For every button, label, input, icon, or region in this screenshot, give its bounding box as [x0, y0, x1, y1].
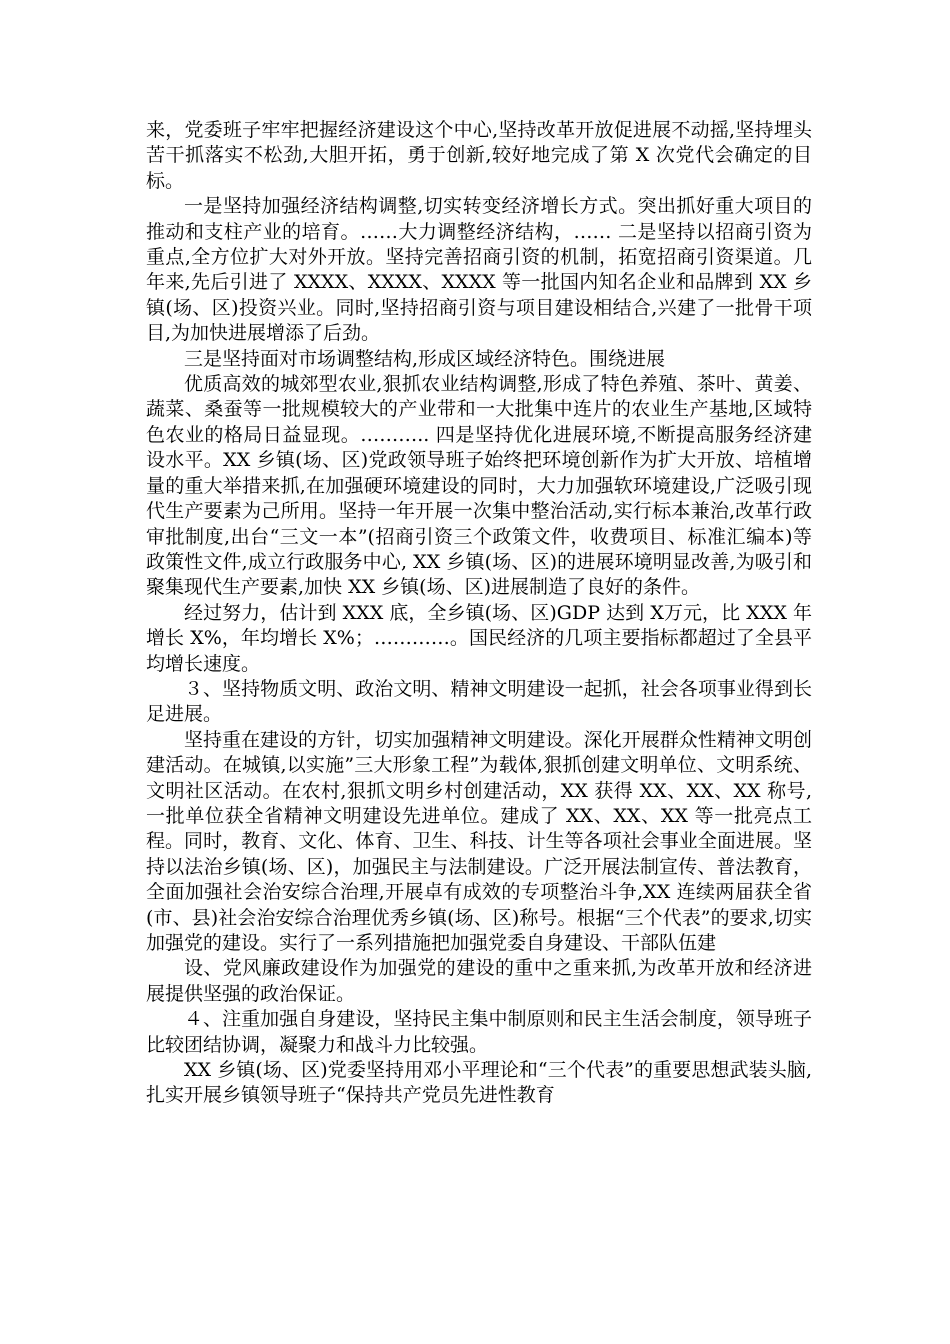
paragraph-2: 一是坚持加强经济结构调整,切实转变经济增长方式。突出抓好重大项目的推动和支柱产业的培育。……大力调整经济结构，…… 二是坚持以招商引资为重点,全方位扩大对外开放。坚持完善招商引资的机制，拓宽招商引资渠道。几年来,先后引进了 XXXX、XXXX、XXXX 等一批国内知名企业和品牌到 XX 乡镇(场、区)投资兴业。同时,坚持招商引资与项目建设相结合,兴建了一批骨干项目,为加快进展增添了后劲。 [146, 195, 812, 345]
paragraph-3: 三是坚持面对市场调整结构,形成区域经济特色。围绕进展 [184, 347, 666, 370]
paragraph-9: ４、注重加强自身建设，坚持民主集中制原则和民主生活会制度，领导班子比较团结协调，凝聚力和战斗力比较强。 [146, 1008, 812, 1056]
paragraph-1: 来，党委班子牢牢把握经济建设这个中心,坚持改革开放促进展不动摇,坚持埋头苦干抓落实不松劲,大胆开拓，勇于创新,较好地完成了第 X 次党代会确定的目标。 [146, 119, 812, 192]
paragraph-8: 设、党风廉政建设作为加强党的建设的重中之重来抓,为改革开放和经济进展提供坚强的政治保证。 [146, 957, 812, 1005]
paragraph-6: ３、坚持物质文明、政治文明、精神文明建设一起抓，社会各项事业得到长足进展。 [146, 677, 812, 726]
paragraph-5: 经过努力，估计到 XXX 底，全乡镇(场、区)GDP 达到 X万元，比 XXX 年增长 X%，年均增长 X%；…………。国民经济的几项主要指标都超过了全县平均增长速度。 [146, 601, 812, 675]
paragraph-10: XX 乡镇(场、区)党委坚持用邓小平理论和“三个代表”的重要思想武装头脑,扎实开展乡镇领导班子“保持共产党员先进性教育 [146, 1059, 812, 1107]
document-page [146, 118, 812, 1109]
paragraph-7: 坚持重在建设的方针，切实加强精神文明建设。深化开展群众性精神文明创建活动。在城镇,以实施”三大形象工程”为载体,狠抓创建文明单位、文明系统、文明社区活动。在农村,狠抓文明乡村创建活动，XX 获得 XX、XX、XX 称号,一批单位获全省精神文明建设先进单位。建成了 XX、XX、XX 等一批亮点工程。同时，教育、文化、体育、卫生、科技、计生等各项社会事业全面进展。坚持以法治乡镇(场、区)，加强民主与法制建设。广泛开展法制宣传、普法教育，全面加强社会治安综合治理,开展卓有成效的专项整治斗争,XX 连续两届获全省(市、县)社会治安综合治理优秀乡镇(场、区)称号。根据“三个代表”的要求,切实加强党的建设。实行了一系列措施把加强党委自身建设、干部队伍建 [146, 728, 812, 954]
paragraph-4: 优质高效的城郊型农业,狠抓农业结构调整,形成了特色养殖、茶叶、黄姜、蔬菜、桑蚕等一批规模较大的产业带和一大批集中连片的农业生产基地,区域特色农业的格局日益显现。……….. 四是坚持优化进展环境,不断提高服务经济建设水平。XX 乡镇(场、区)党政领导班子始终把环境创新作为扩大开放、培植增量的重大举措来抓,在加强硬环境建设的同时，大力加强软环境建设,广泛吸引现代生产要素为己所用。坚持一年开展一次集中整治活动,实行标本兼治,改革行政审批制度,出台“三文一本”(招商引资三个政策文件，收费项目、标准汇编本)等政策性文件,成立行政服务中心, XX 乡镇(场、区)的进展环境明显改善,为吸引和聚集现代生产要素,加快 XX 乡镇(场、区)进展制造了良好的条件。 [146, 373, 812, 599]
